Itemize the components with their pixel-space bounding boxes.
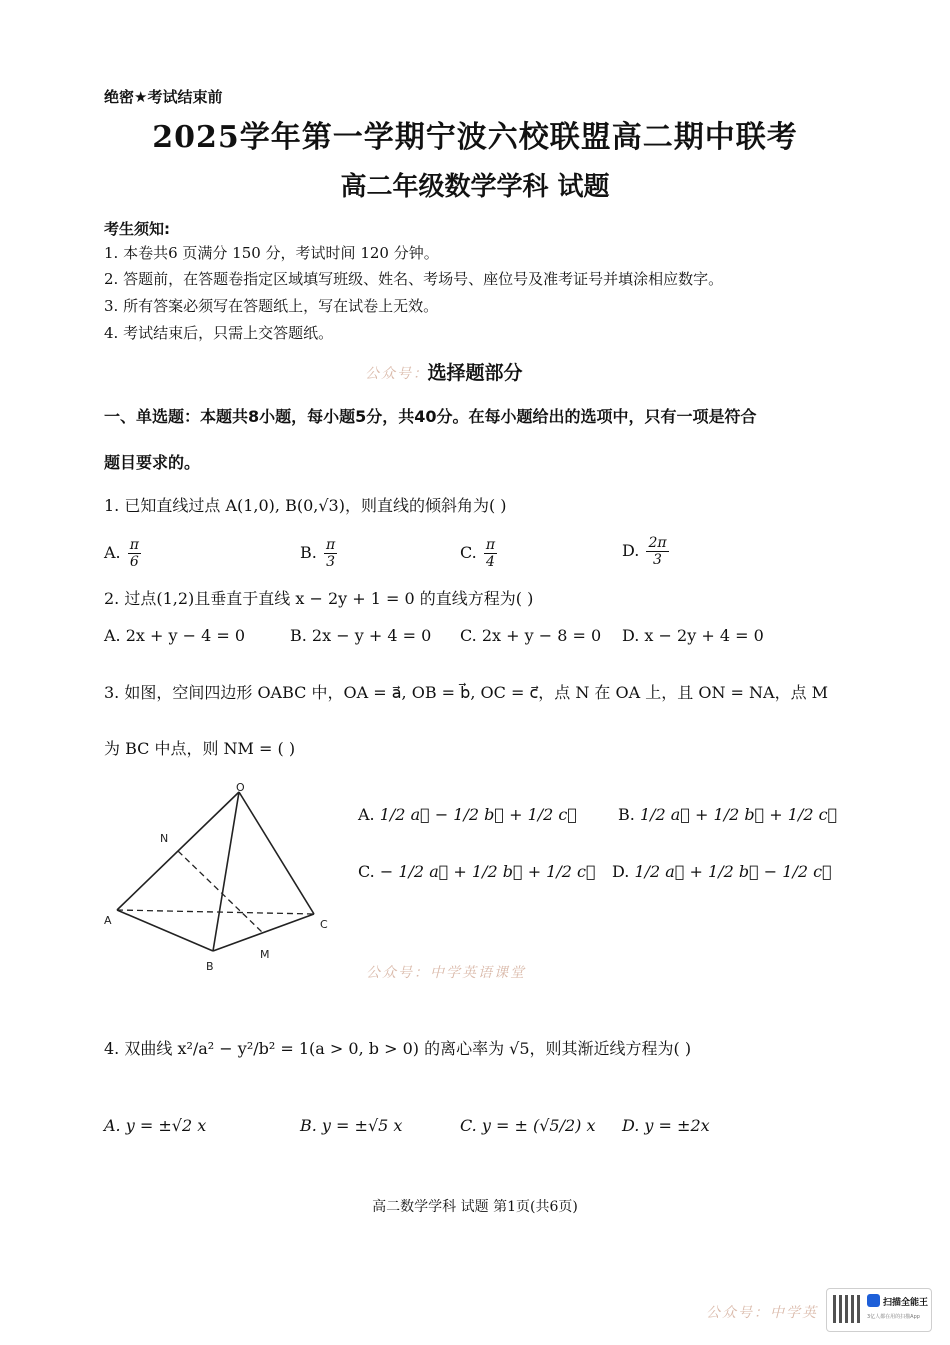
notice-title: 考生须知:: [104, 220, 170, 238]
vertex-label-o: O: [236, 781, 245, 794]
watermark-text: 公众号：中学英: [706, 1305, 818, 1321]
q1-option-b: [300, 537, 339, 570]
q3-option-label: B.: [618, 805, 635, 824]
q3-d-term-2: + 1/2 b⃗: [689, 862, 759, 881]
q3-d-term-3: − 1/2 c⃗: [763, 862, 832, 881]
q1-b-denominator: 3: [326, 554, 335, 571]
q3-a-term-1: 1/2 a⃗: [379, 805, 430, 824]
q4-option-a: A. y = ±√2 x: [104, 1116, 207, 1135]
q3-option-label: A.: [358, 805, 375, 824]
question-3-stem-line1: 3. 如图，空间四边形 OABC 中，OA = a⃗, OB = b⃗, OC = c⃗，点 N 在 OA 上，且 ON = NA，点 M: [104, 683, 829, 702]
q3-a-term-2: − 1/2 b⃗: [434, 805, 504, 824]
scanner-app-badge: [826, 1288, 932, 1332]
q3-option-c: [358, 862, 596, 881]
q1-option-label: D.: [622, 541, 640, 561]
q3-option-d: [612, 862, 832, 881]
q3-a-term-3: + 1/2 c⃗: [509, 805, 577, 824]
q1-option-a: [104, 537, 143, 570]
notice-item-2: 2. 答题前，在答题卷指定区域填写班级、姓名、考场号、座位号及准考证号并填涂相应数字。: [104, 270, 724, 288]
q1-a-denominator: 6: [129, 554, 139, 571]
q1-option-label: A.: [104, 543, 121, 563]
q2-option-d: D. x − 2y + 4 = 0: [622, 626, 764, 645]
q1-option-label: B.: [300, 543, 317, 563]
exam-title: 2025学年第一学期宁波六校联盟高二期中联考: [152, 120, 798, 155]
q1-d-denominator: 3: [653, 552, 662, 569]
exam-subtitle: 高二年级数学学科 试题: [340, 172, 610, 202]
question-4-stem: 4. 双曲线 x²/a² − y²/b² = 1(a > 0, b > 0) 的离心率为 √5，则其渐近线方程为( ): [104, 1039, 692, 1058]
q3-option-b: [618, 805, 837, 824]
q1-c-numerator: π: [485, 537, 496, 553]
vertex-label-a: A: [104, 914, 112, 927]
q1-c-denominator: 4: [486, 554, 495, 571]
question-1-stem: 1. 已知直线过点 A(1,0), B(0,√3)，则直线的倾斜角为( ): [104, 496, 507, 515]
q4-option-d: D. y = ±2x: [622, 1116, 710, 1135]
tetrahedron-figure: [100, 780, 340, 970]
vertex-label-n: N: [160, 832, 169, 845]
q3-b-term-3: + 1/2 c⃗: [769, 805, 838, 824]
q2-option-c: C. 2x + y − 8 = 0: [460, 626, 602, 645]
page-footer: 高二数学学科 试题 第1页(共6页): [372, 1199, 578, 1215]
section-title: 选择题部分: [427, 362, 523, 384]
q3-b-term-2: + 1/2 b⃗: [695, 805, 765, 824]
q4-option-b: B. y = ±√5 x: [300, 1116, 403, 1135]
part-heading-line1: 一、单选题：本题共8小题，每小题5分，共40分。在每小题给出的选项中，只有一项是符合: [104, 407, 757, 426]
question-3-stem-line2: 为 BC 中点，则 NM = ( ): [104, 739, 296, 758]
q4-option-c: C. y = ± (√5/2) x: [460, 1116, 596, 1135]
watermark-text: 公众号：中学英语课堂: [366, 965, 526, 981]
q1-d-numerator: 2π: [648, 535, 667, 551]
part-heading-line2: 题目要求的。: [104, 453, 201, 472]
q1-option-label: C.: [460, 543, 477, 563]
q3-d-term-1: 1/2 a⃗: [634, 862, 685, 881]
q1-option-d: [622, 535, 671, 568]
q3-c-term-2: + 1/2 b⃗: [453, 862, 523, 881]
q3-option-label: D.: [612, 862, 630, 881]
q1-b-numerator: π: [325, 537, 336, 553]
vertex-label-b: B: [206, 960, 214, 970]
confidential-mark: 绝密★考试结束前: [104, 88, 223, 106]
q3-c-term-3: + 1/2 c⃗: [527, 862, 596, 881]
notice-item-1: 1. 本卷共6 页满分 150 分，考试时间 120 分钟。: [104, 244, 439, 262]
scanner-logo-icon: [867, 1294, 880, 1307]
q3-option-label: C.: [358, 862, 375, 881]
q1-option-c: [460, 537, 499, 570]
q2-option-b: B. 2x − y + 4 = 0: [290, 626, 432, 645]
q3-c-term-1: − 1/2 a⃗: [379, 862, 449, 881]
q3-b-term-1: 1/2 a⃗: [639, 805, 690, 824]
notice-item-4: 4. 考试结束后，只需上交答题纸。: [104, 324, 334, 342]
qr-code-icon: [833, 1295, 861, 1323]
q1-a-numerator: π: [129, 537, 139, 553]
vertex-label-m: M: [260, 948, 270, 961]
q3-option-a: [358, 805, 577, 824]
question-2-stem: 2. 过点(1,2)且垂直于直线 x − 2y + 1 = 0 的直线方程为( ): [104, 589, 534, 608]
vertex-label-c: C: [320, 918, 328, 931]
q2-option-a: A. 2x + y − 4 = 0: [104, 626, 246, 645]
notice-item-3: 3. 所有答案必须写在答题纸上，写在试卷上无效。: [104, 297, 439, 315]
watermark-text: 公众号：: [365, 366, 429, 382]
scanner-app-tagline: 3亿人都在用的扫描App: [867, 1314, 920, 1320]
scanner-app-name: 扫描全能王: [883, 1298, 929, 1308]
